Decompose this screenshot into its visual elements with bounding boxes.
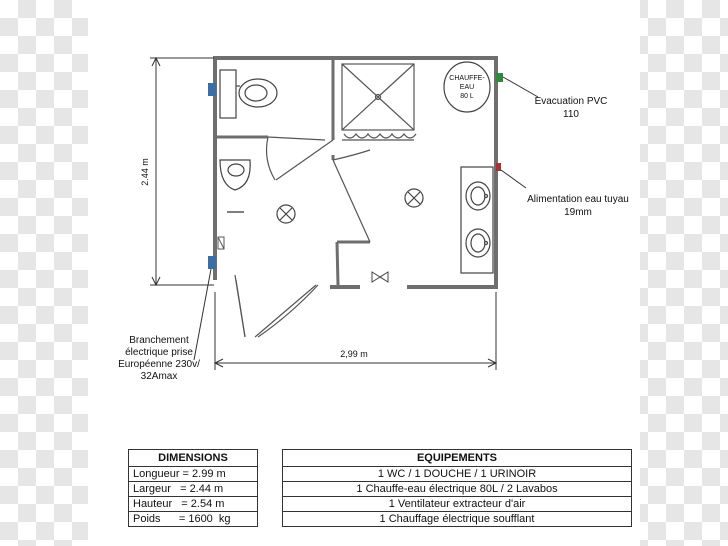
table-row (129, 482, 258, 497)
branchement-label-2: électrique prise (125, 347, 193, 358)
sink-icon-1 (466, 182, 490, 210)
dimension-weight: Poids = 1600 kg (129, 512, 258, 527)
table-row (129, 497, 258, 512)
water-inlet-icon (496, 163, 501, 171)
dimension-height: Hauteur = 2.54 m (129, 497, 258, 512)
equipements-title: EQUIPEMENTS (283, 450, 632, 467)
water-heater-icon (444, 62, 490, 112)
table-row (283, 467, 632, 482)
sink-icon-2 (466, 229, 490, 257)
drain-pipe-icon (496, 73, 503, 82)
evacuation-label-1: Evacuation PVC (534, 96, 608, 107)
alimentation-label-2: 19mm (564, 207, 592, 218)
urinal-icon (220, 160, 250, 190)
table-row (129, 512, 258, 527)
table-row (283, 482, 632, 497)
heater-grille-icon (218, 237, 224, 249)
shower (342, 64, 416, 140)
equipement-row-2: 1 Chauffe-eau électrique 80L / 2 Lavabos (283, 482, 632, 497)
ceiling-light-icon (277, 205, 295, 223)
width-dimension-label: 2,99 m (340, 349, 368, 359)
branchement-label-1: Branchement (129, 335, 189, 346)
equipement-row-4: 1 Chauffage électrique soufflant (283, 512, 632, 527)
doors (235, 137, 370, 337)
heater-label-1: CHAUFFE- (449, 75, 485, 82)
heater-label-3: 80 L (460, 93, 474, 100)
ceiling-light-icon-2 (405, 189, 423, 207)
evacuation-label-2: 110 (563, 109, 579, 120)
height-dimension-label: 2.44 m (140, 158, 150, 186)
alimentation-label-1: Alimentation eau tuyau (527, 194, 629, 205)
toilet-icon (220, 70, 277, 118)
table-row (283, 512, 632, 527)
equipement-row-3: 1 Ventilateur extracteur d'air (283, 497, 632, 512)
branchement-label-3: Européenne 230v/ (118, 359, 200, 370)
table-row (129, 467, 258, 482)
equipements-table (282, 449, 632, 527)
table-row (283, 497, 632, 512)
blue-connector-top (208, 83, 216, 96)
branchement-label-4: 32Amax (140, 371, 178, 382)
heater-label-2: EAU (459, 84, 475, 91)
dimension-width: Largeur = 2.44 m (129, 482, 258, 497)
dimensions-table (128, 449, 258, 527)
equipement-row-1: 1 WC / 1 DOUCHE / 1 URINOIR (283, 467, 632, 482)
dimension-length: Longueur = 2.99 m (129, 467, 258, 482)
height-dimension (150, 58, 214, 285)
dimensions-title: DIMENSIONS (129, 450, 258, 467)
power-socket-icon (208, 256, 216, 269)
fan-icon (372, 272, 388, 282)
